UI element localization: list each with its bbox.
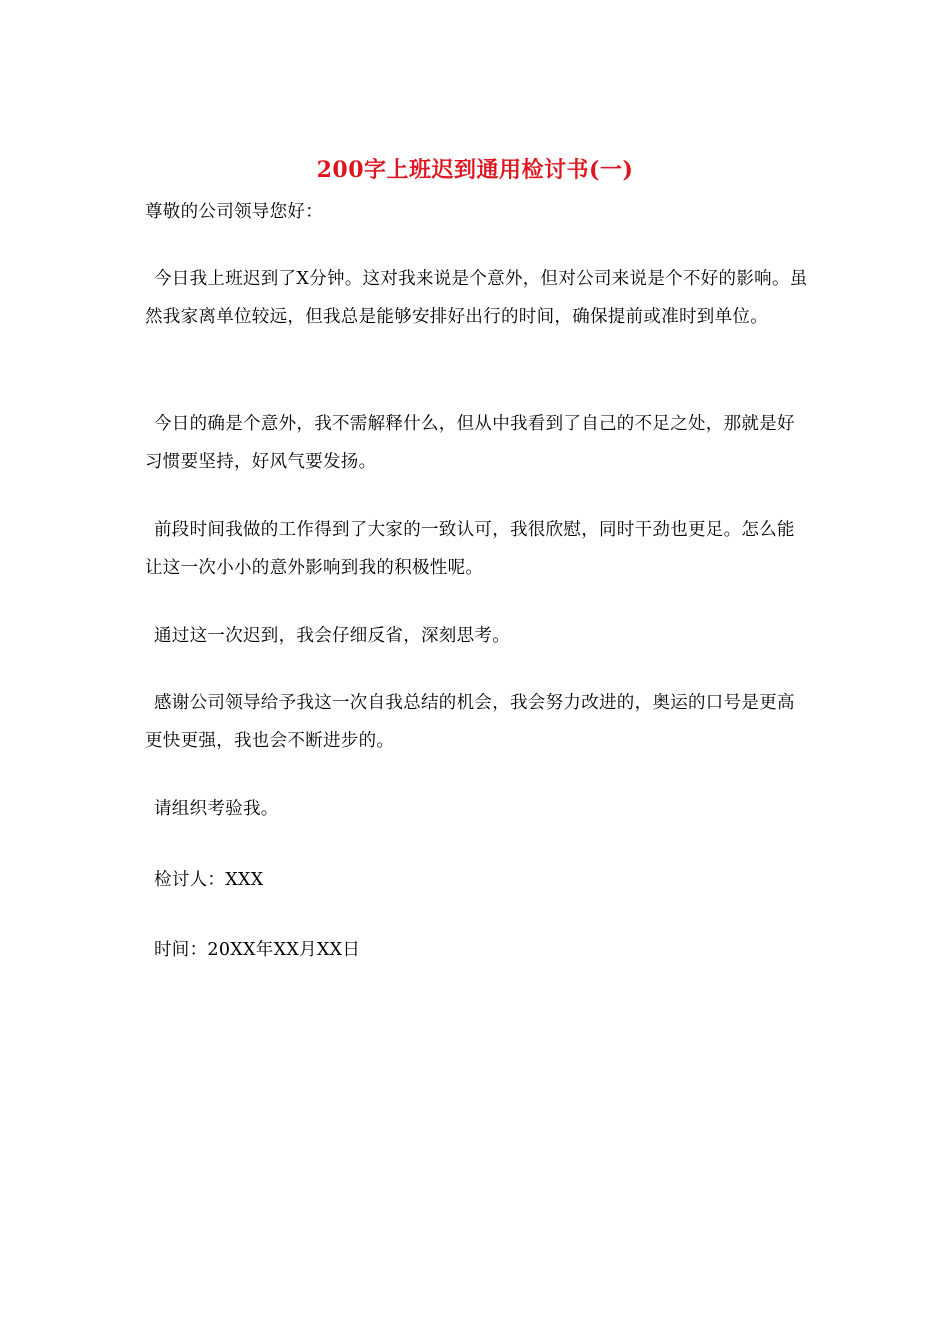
paragraph-5: 感谢公司领导给予我这一次自我总结的机会，我会努力改进的，奥运的口号是更高更快更强，我也会不断进步的。 [145, 693, 795, 751]
date-line: 时间：20XX年XX月XX日 [154, 940, 361, 960]
signature-line: 检讨人：XXX [154, 870, 264, 890]
paragraph-1: 今日我上班迟到了X分钟。这对我来说是个意外，但对公司来说是个不好的影响。虽然我家离单位较远，但我总是能够安排好出行的时间，确保提前或准时到单位。 [145, 269, 808, 327]
paragraph-2: 今日的确是个意外，我不需解释什么，但从中我看到了自己的不足之处，那就是好习惯要坚持，好风气要发扬。 [145, 414, 795, 472]
paragraph-4: 通过这一次迟到，我会仔细反省，深刻思考。 [154, 626, 510, 646]
paragraph-3: 前段时间我做的工作得到了大家的一致认可，我很欣慰，同时干劲也更足。怎么能让这一次小小的意外影响到我的积极性呢。 [145, 520, 795, 578]
document-title: 200字上班迟到通用检讨书(一) [316, 157, 634, 183]
paragraph-6: 请组织考验我。 [154, 799, 279, 819]
salutation: 尊敬的公司领导您好： [145, 202, 323, 222]
